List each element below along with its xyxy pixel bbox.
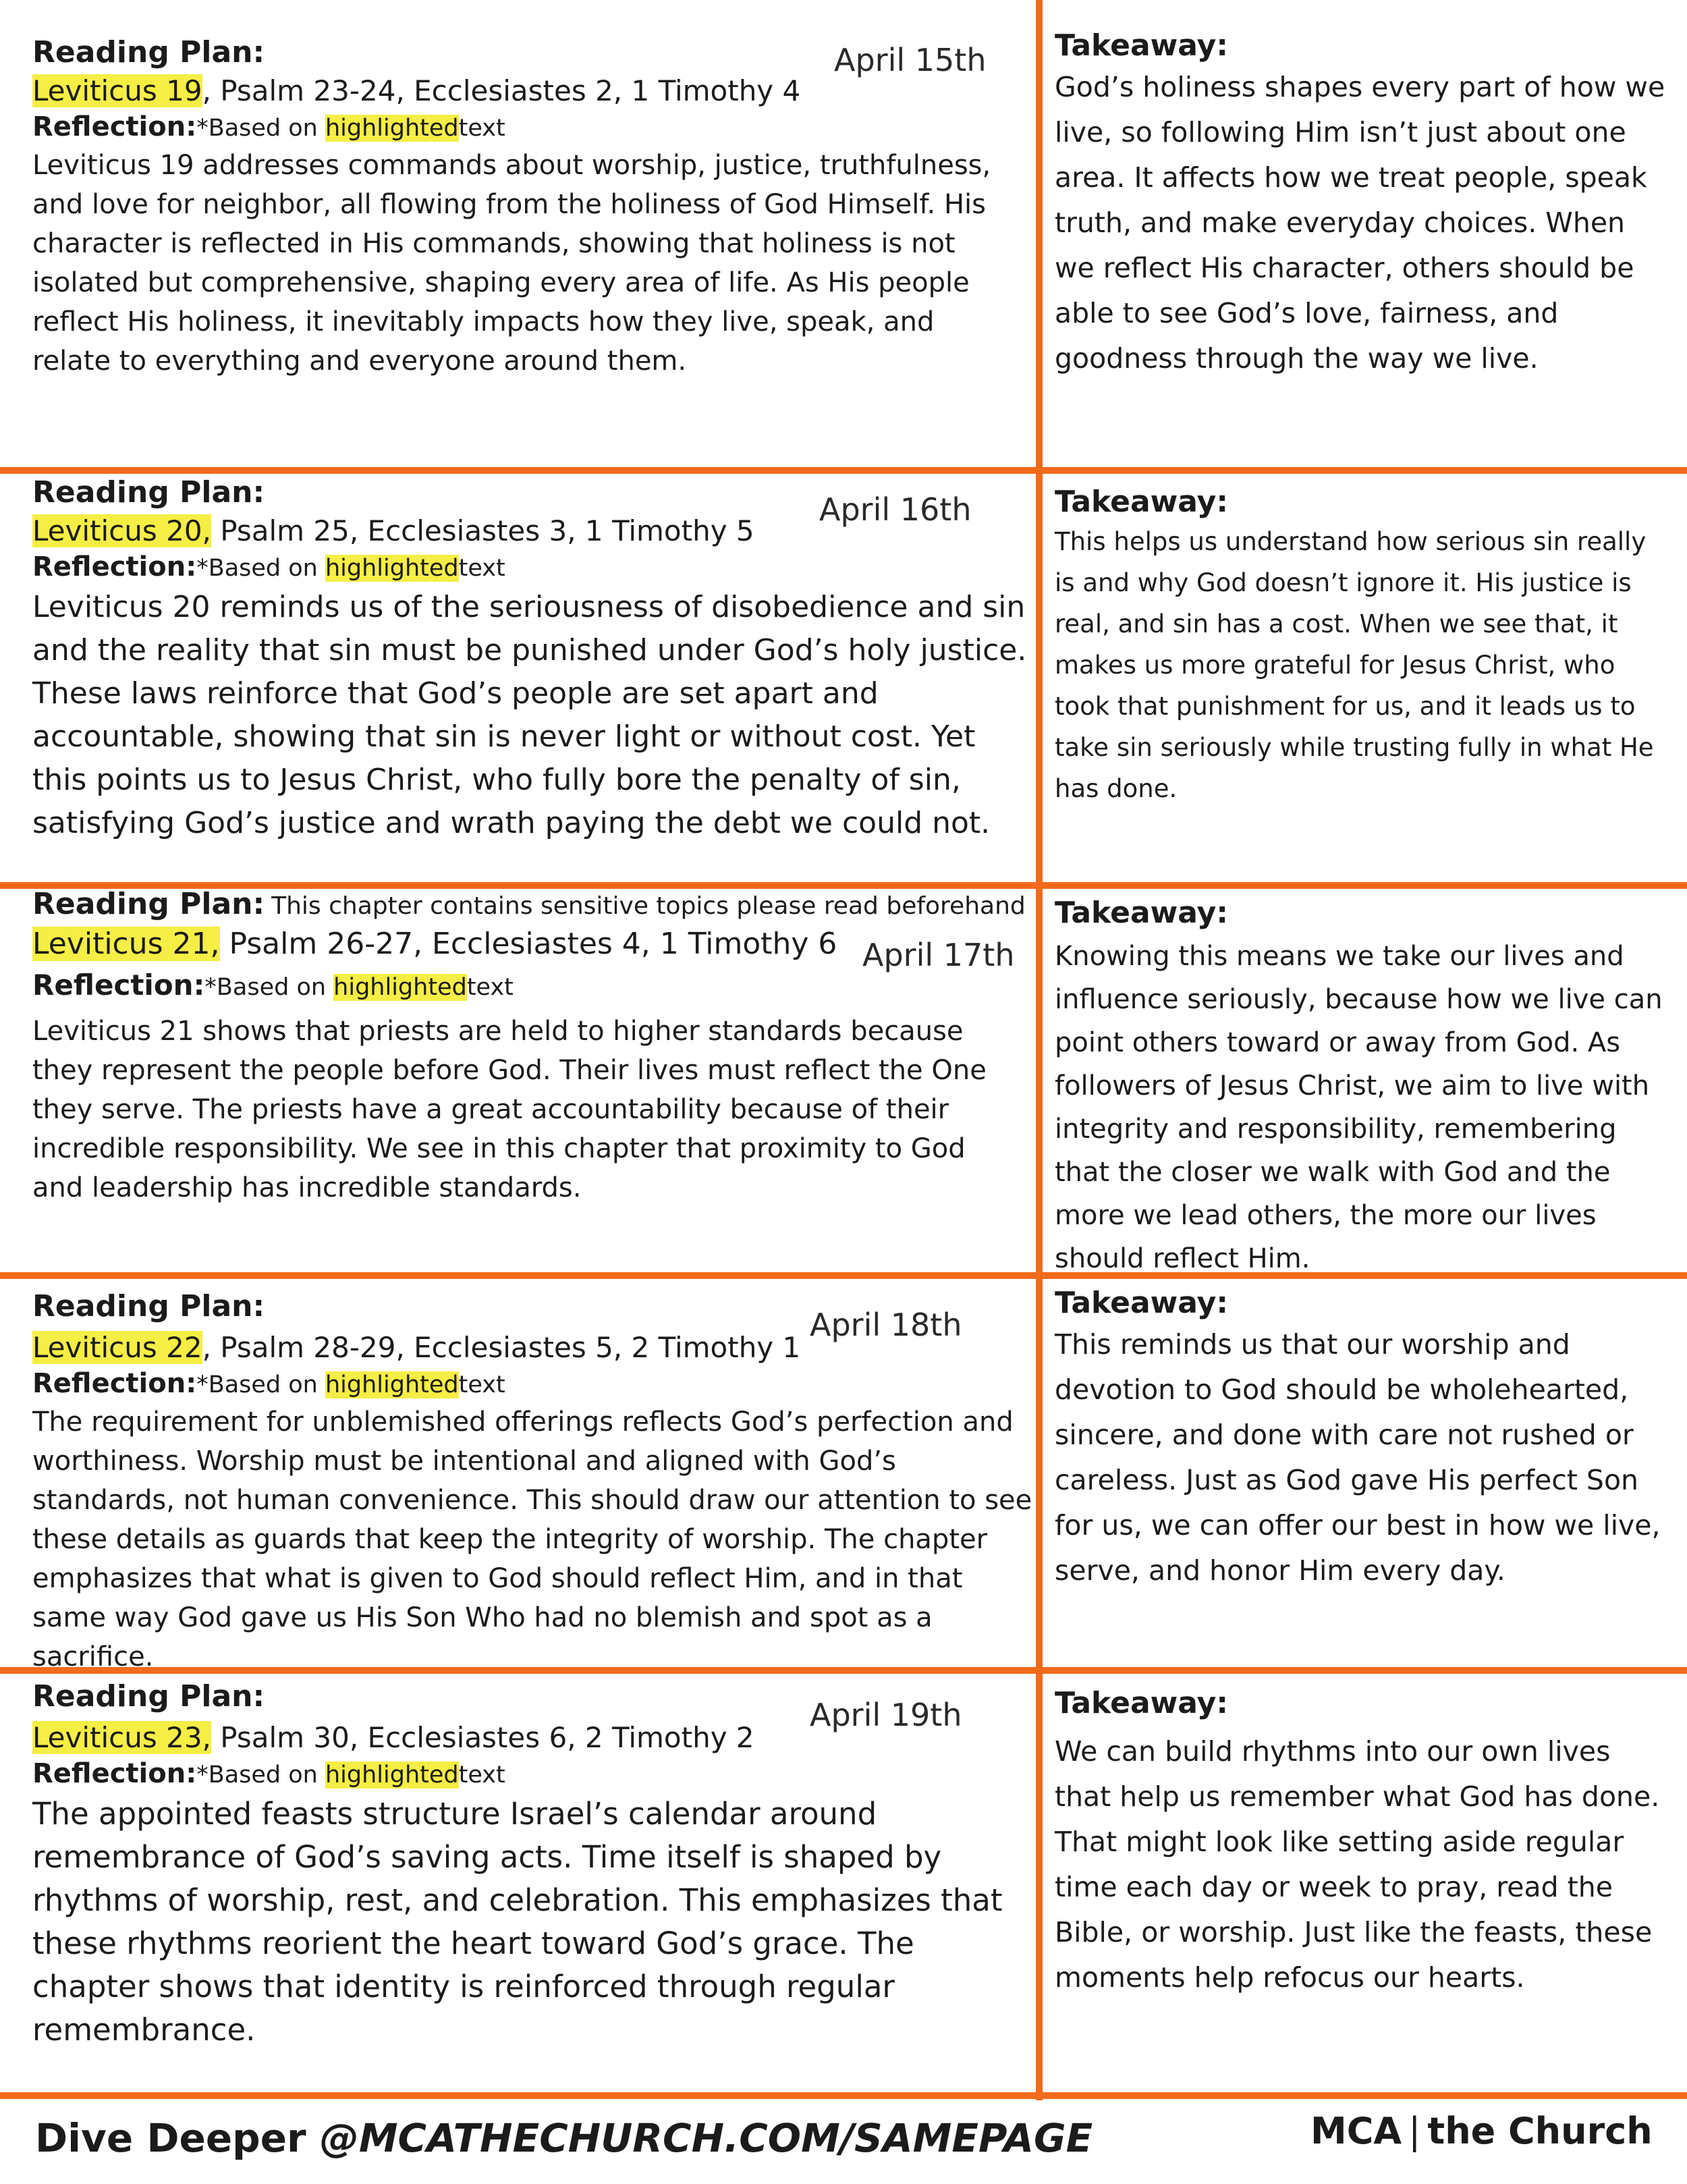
reading-plan-row (32, 885, 1038, 923)
reading-block (32, 1288, 1038, 1676)
highlighted-passage: Leviticus 19 (32, 74, 202, 107)
footer-divider (0, 2092, 1687, 2099)
dive-deeper-footer (35, 2111, 1093, 2165)
reflection-label: Reflection: (32, 551, 197, 582)
reading-plan-label: Reading Plan: (32, 1289, 265, 1323)
based-on-suffix: text (458, 1371, 505, 1398)
takeaway-block (1055, 1284, 1669, 1593)
takeaway-text: Knowing this means we take our lives and influence seriously, because how we live can point others toward or away from God. As followers of Jesus Christ, we aim to live with integrity and responsibility, remembering that the closer we walk with God and the more we lead others, the more our lives should reflect Him. (1055, 941, 1663, 1274)
reflection-label: Reflection: (32, 111, 197, 142)
takeaway-label: Takeaway: (1055, 28, 1228, 63)
takeaway-block (1055, 894, 1669, 1280)
takeaway-label: Takeaway: (1055, 896, 1228, 930)
entry-date: April 16th (819, 491, 972, 528)
row-divider (0, 467, 1687, 474)
based-on-prefix: *Based on (196, 115, 325, 142)
based-on-prefix: *Based on (196, 1762, 325, 1789)
based-on-prefix: *Based on (204, 974, 334, 1001)
reflection-label: Reflection: (32, 968, 205, 1002)
sensitive-content-note: This chapter contains sensitive topics please read beforehand (271, 892, 1026, 920)
entry-date: April 17th (862, 937, 1015, 973)
based-on-suffix: text (458, 115, 505, 142)
other-passages: Psalm 30, Ecclesiastes 6, 2 Timothy 2 (211, 1721, 754, 1754)
takeaway-block (1055, 483, 1669, 809)
reading-plan-label: Reading Plan: (32, 1679, 265, 1714)
other-passages: , Psalm 23-24, Ecclesiastes 2, 1 Timothy 4 (202, 74, 801, 107)
brand-logo (1310, 2104, 1653, 2158)
based-on-highlight: highlighted (325, 1762, 459, 1789)
takeaway-text: This helps us understand how serious sin really is and why God doesn’t ignore it. His justice is real, and sin has a cost. When we see that, it makes us more grateful for Jesus Christ, who took that punishment for us, and it leads us to take sin seriously while trusting fully in what He has done. (1055, 527, 1654, 803)
based-on-highlight: highlighted (325, 555, 459, 582)
entry-date: April 19th (810, 1697, 962, 1733)
takeaway-label: Takeaway: (1055, 1686, 1228, 1720)
dive-deeper-label: Dive Deeper (35, 2115, 306, 2161)
reflection-text: Leviticus 20 reminds us of the seriousness of disobedience and sin and the reality that sin must be punished under God’s holy justice. These laws reinforce that God’s people are set apart and accountable, showing that sin is never light or without cost. Yet this points us to Jesus Christ, who fully bore the penalty of sin, satisfying God’s justice and wrath paying the debt we could not. (32, 590, 1027, 840)
reflection-text: The appointed feasts structure Israel’s calendar around remembrance of God’s saving acts. Time itself is shaped by rhythms of worship, rest, and celebration. This emphasizes that these rhythms reorient the heart toward God’s grace. The chapter shows that identity is reinforced through regular remembrance. (32, 1796, 1003, 2048)
reading-plan-label: Reading Plan: (32, 35, 265, 70)
based-on-prefix: *Based on (196, 1371, 325, 1398)
brand-right: the Church (1427, 2110, 1653, 2152)
takeaway-block (1055, 27, 1669, 381)
based-on-suffix: text (458, 1762, 505, 1789)
reading-block (32, 474, 1038, 845)
reflection-row (32, 111, 1038, 144)
based-on-highlight: highlighted (325, 115, 459, 142)
takeaway-block (1055, 1685, 1669, 2000)
takeaway-label: Takeaway: (1055, 485, 1228, 519)
other-passages: , Psalm 28-29, Ecclesiastes 5, 2 Timothy 1 (202, 1331, 801, 1364)
based-on-suffix: text (458, 555, 505, 582)
reflection-text: The requirement for unblemished offerings reflects God’s perfection and worthiness. Worship must be intentional and aligned with God’s standards, not human convenience. This should draw our attention to see these details as guards that keep the integrity of worship. The chapter emphasizes that what is given to God should reflect Him, and in that same way God gave us His Son Who had no blemish and spot as a sacrifice. (32, 1407, 1032, 1672)
highlighted-passage: Leviticus 20, (32, 514, 211, 547)
takeaway-text: God’s holiness shapes every part of how we live, so following Him isn’t just about one area. It affects how we treat people, speak truth, and make everyday choices. When we reflect His character, others should be able to see God’s love, fairness, and goodness through the way we live. (1055, 71, 1665, 375)
reflection-row (32, 1367, 1038, 1401)
highlighted-passage: Leviticus 22 (32, 1331, 202, 1364)
based-on-highlight: highlighted (333, 974, 467, 1001)
reflection-label: Reflection: (32, 1758, 197, 1789)
based-on-suffix: text (466, 974, 514, 1001)
highlighted-passage: Leviticus 23, (32, 1721, 211, 1754)
takeaway-label: Takeaway: (1055, 1286, 1228, 1320)
based-on-prefix: *Based on (196, 555, 325, 582)
based-on-highlight: highlighted (325, 1371, 459, 1398)
brand-separator: | (1408, 2110, 1421, 2152)
reading-plan-label: Reading Plan: (32, 475, 265, 510)
reading-plan-label: Reading Plan: (32, 887, 265, 921)
brand-left: MCA (1310, 2110, 1402, 2152)
reflection-text: Leviticus 21 shows that priests are held to higher standards because they represent the people before God. Their lives must reflect the One they serve. The priests have a great accountability because of their incredible responsibility. We see in this chapter that proximity to God and leadership has incredible standards. (32, 1016, 987, 1203)
highlighted-passage: Leviticus 21, (32, 927, 220, 961)
takeaway-text: We can build rhythms into our own lives that help us remember what God has done. That might look like setting aside regular time each day or week to pray, read the Bible, or worship. Just like the feasts, these moments help refocus our hearts. (1055, 1735, 1660, 1994)
entry-date: April 18th (810, 1307, 962, 1343)
reflection-label: Reflection: (32, 1368, 197, 1399)
other-passages: Psalm 26-27, Ecclesiastes 4, 1 Timothy 6 (219, 927, 837, 961)
reading-block (32, 1678, 1038, 2052)
reading-block (32, 34, 1038, 381)
other-passages: Psalm 25, Ecclesiastes 3, 1 Timothy 5 (211, 514, 754, 547)
website-link[interactable]: @MCATHECHURCH.COM/SAMEPAGE (319, 2115, 1093, 2161)
entry-date: April 15th (834, 42, 987, 78)
reflection-row (32, 551, 1038, 584)
reading-block (32, 885, 1038, 1207)
reflection-text: Leviticus 19 addresses commands about worship, justice, truthfulness, and love for neighbor, all flowing from the holiness of God Himself. His character is reflected in His commands, showing that holiness is not isolated but comprehensive, shaping every area of life. As His people reflect His holiness, it inevitably impacts how they live, speak, and relate to everything and everyone around them. (32, 150, 991, 377)
takeaway-text: This reminds us that our worship and devotion to God should be wholehearted, sincere, and done with care not rushed or careless. Just as God gave His perfect Son for us, we can offer our best in how we live, serve, and honor Him every day. (1055, 1328, 1661, 1587)
reflection-row (32, 1757, 1038, 1791)
